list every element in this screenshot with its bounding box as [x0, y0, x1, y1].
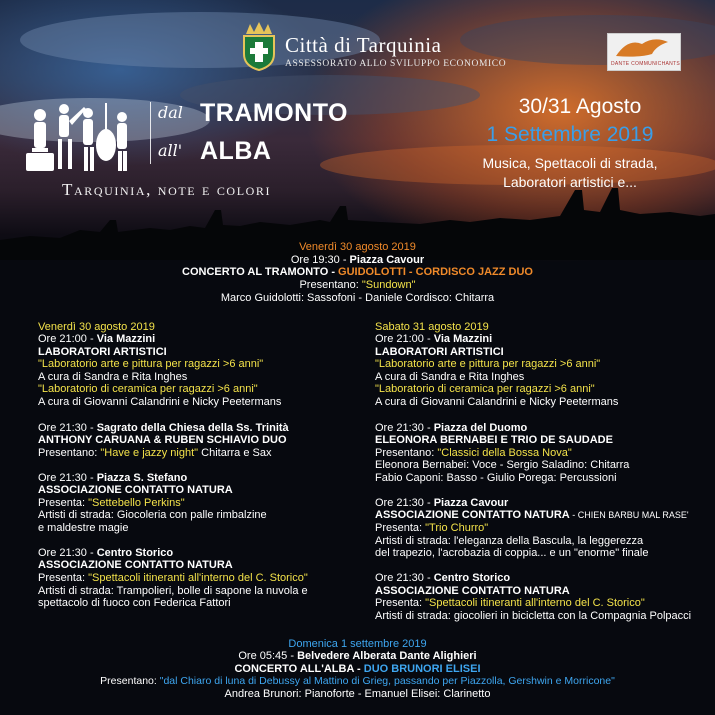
saturday-e3-desc2: del trapezio, l'acrobazia di coppia... e un "enorme" finale — [375, 547, 649, 559]
friday-e4-desc1: Artisti di strada: Trampolieri, bolle di sapone la nuvola e — [38, 585, 308, 597]
title-tramonto: TRAMONTO — [200, 99, 348, 127]
friday-e3-pres: Presenta: "Settebello Perkins" — [38, 497, 185, 509]
saturday-e2-desc1: Eleonora Bernabei: Voce - Sergio Saladino: Chitarra — [375, 459, 630, 471]
title-all: all' — [158, 141, 183, 160]
opening-time-place: Ore 19:30 - Piazza Cavour — [290, 254, 425, 266]
event-tagline: Tarquinia, note e colori — [62, 180, 272, 199]
jazz-band-illustration — [22, 95, 142, 185]
date-line-1: 30/31 Agosto — [518, 95, 642, 118]
city-title: Città di Tarquinia — [285, 33, 442, 57]
saturday-e3-desc1: Artisti di strada: l'eleganza della Bascula, la leggerezza — [375, 535, 644, 547]
friday-day: Venerdì 30 agosto 2019 — [38, 321, 155, 333]
title-divider — [150, 102, 151, 164]
saturday-e3-title: ASSOCIAZIONE CONTATTO NATURA - CHIEN BARBU MAL RASE' — [375, 509, 689, 521]
friday-e2-time: Ore 21:30 - Sagrato della Chiesa della Ss. Trinità — [38, 422, 289, 434]
saturday-e4-time: Ore 21:30 - Centro Storico — [375, 572, 511, 584]
friday-e1-title: LABORATORI ARTISTICI — [38, 346, 167, 358]
saturday-e2-title: ELEONORA BERNABEI E TRIO DE SAUDADE — [375, 434, 613, 446]
saturday-e1-lab2: "Laboratorio di ceramica per ragazzi >6 anni" — [375, 383, 595, 395]
friday-e4-desc2: spettacolo di fuoco con Federica Fattori — [38, 597, 231, 609]
description-line-1: Musica, Spettacoli di strada, — [482, 155, 658, 171]
sunday-presentano: Presentano: "dal Chiaro di luna di Debussy al Mattino di Grieg, passando per Piazzolla, Gershwin e Morricone" — [100, 675, 615, 687]
friday-e2-pres: Presentano: "Have e jazzy night" Chitarra e Sax — [38, 447, 272, 459]
city-crest-logo — [238, 22, 280, 72]
saturday-e1-title: LABORATORI ARTISTICI — [375, 346, 504, 358]
sunday-time-place: Ore 05:45 - Belvedere Alberata Dante Alighieri — [238, 650, 477, 662]
sunday-title: CONCERTO ALL'ALBA - DUO BRUNORI ELISEI — [234, 663, 481, 675]
saturday-e1-lab1: "Laboratorio arte e pittura per ragazzi >6 anni" — [375, 358, 601, 370]
title-dal: dal — [158, 103, 183, 122]
description-line-2: Laboratori artistici e... — [503, 174, 637, 190]
sunday-day: Domenica 1 settembre 2019 — [288, 638, 427, 650]
saturday-e1-time: Ore 21:00 - Via Mazzini — [375, 333, 493, 345]
saturday-e3-pres: Presenta: "Trio Churro" — [375, 522, 489, 534]
friday-e3-desc1: Artisti di strada: Giocoleria con palle rimbalzine — [38, 509, 267, 521]
friday-e3-title: ASSOCIAZIONE CONTATTO NATURA — [38, 484, 233, 496]
friday-e2-title: ANTHONY CARUANA & RUBEN SCHIAVIO DUO — [38, 434, 287, 446]
saturday-e2-time: Ore 21:30 - Piazza del Duomo — [375, 422, 528, 434]
friday-e3-desc2: e maldestre magie — [38, 522, 129, 534]
friday-e4-title: ASSOCIAZIONE CONTATTO NATURA — [38, 559, 233, 571]
partner-name: DANTE COMMUNICHANTS — [611, 61, 681, 67]
date-line-2: 1 Settembre 2019 — [486, 123, 654, 146]
saturday-e4-desc1: Artisti di strada: giocolieri in bicicletta con la Compagnia Polpacci — [375, 610, 692, 622]
title-alba: ALBA — [200, 137, 272, 165]
saturday-e2-pres: Presentano: "Classici della Bossa Nova" — [375, 447, 572, 459]
saturday-e1-lab1-by: A cura di Sandra e Rita Inghes — [375, 371, 525, 383]
friday-e1-lab2-by: A cura di Giovanni Calandrini e Nicky Peetermans — [38, 396, 282, 408]
opening-musicians: Marco Guidolotti: Sassofoni - Daniele Cordisco: Chitarra — [220, 292, 495, 304]
city-subtitle: ASSESSORATO ALLO SVILUPPO ECONOMICO — [285, 59, 507, 69]
friday-e4-pres: Presenta: "Spettacoli itineranti all'interno del C. Storico" — [38, 572, 308, 584]
friday-e1-lab1-by: A cura di Sandra e Rita Inghes — [38, 371, 188, 383]
friday-e1-time: Ore 21:00 - Via Mazzini — [38, 333, 156, 345]
opening-title: CONCERTO AL TRAMONTO - GUIDOLOTTI - CORDISCO JAZZ DUO — [182, 266, 533, 278]
sunday-musicians: Andrea Brunori: Pianoforte - Emanuel Elisei: Clarinetto — [224, 688, 491, 700]
saturday-e4-title: ASSOCIAZIONE CONTATTO NATURA — [375, 585, 570, 597]
friday-e1-lab2: "Laboratorio di ceramica per ragazzi >6 anni" — [38, 383, 258, 395]
friday-e1-lab1: "Laboratorio arte e pittura per ragazzi >6 anni" — [38, 358, 264, 370]
opening-presentano: Presentano: "Sundown" — [299, 279, 416, 291]
swan-logo-icon — [608, 34, 680, 62]
opening-day: Venerdì 30 agosto 2019 — [299, 241, 416, 253]
friday-e3-time: Ore 21:30 - Piazza S. Stefano — [38, 472, 188, 484]
saturday-e1-lab2-by: A cura di Giovanni Calandrini e Nicky Peetermans — [375, 396, 619, 408]
saturday-e2-desc2: Fabio Caponi: Basso - Giulio Porega: Percussioni — [375, 472, 617, 484]
saturday-e3-time: Ore 21:30 - Piazza Cavour — [375, 497, 509, 509]
friday-e4-time: Ore 21:30 - Centro Storico — [38, 547, 174, 559]
saturday-e4-pres: Presenta: "Spettacoli itineranti all'interno del C. Storico" — [375, 597, 645, 609]
saturday-day: Sabato 31 agosto 2019 — [375, 321, 489, 333]
